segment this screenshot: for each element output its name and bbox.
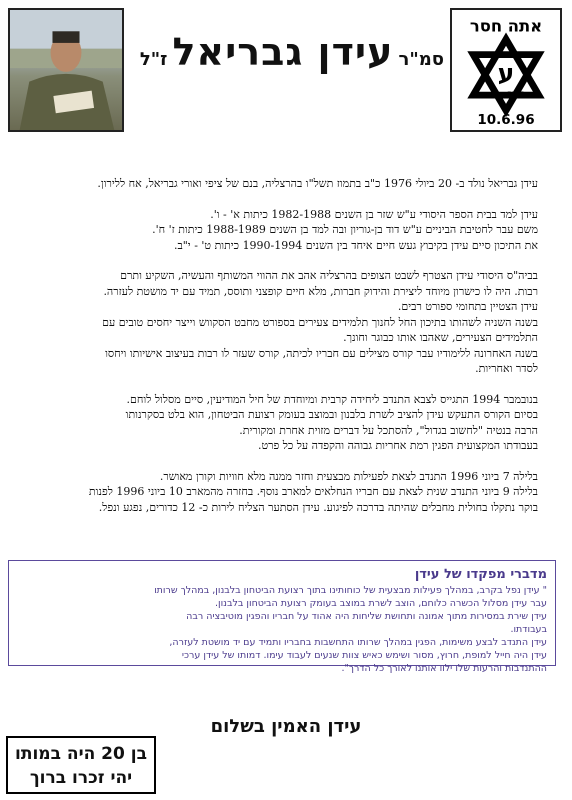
commanders-quote-line: עבר עידן מסלול הכשרה כלוחם, הוצב לשרת במוצב בעומק רצועת הביטחון בלבנון. [214,598,547,609]
commanders-title: מדברי מפקדו של עידן [414,567,547,582]
emblem-caption: אתה חסר [469,16,543,36]
bio-line: רבות. היה לו כישרון מיוחד ליצירת והידוק חברות, מלא חיים קופצני ותוסס, תמיד עם יד מושטת לעזרה. [103,284,538,298]
bio-paragraph [18,207,538,254]
bio-line: משם עבר לחטיבת הביניים ע"ש דוד בן-גוריון ובה למד בן השנים 1988-1989 כיתות ז' ח'. [152,223,538,236]
bio-line: בלילה 9 ביוני התנדב שנית לצאת עם חבריו הנחלאים למארב נוסף. בחזרה מהמארב 10 ביוני 1996 לפנות [88,485,538,498]
bio-line: בלילה 7 ביוני 1996 התנדב לצאת לפעילות מבצעית וחזר ממנה מלא חוויות וקורן מאושר. [159,469,538,483]
footer-line-1: בן 20 היה במותו [15,744,147,764]
bio-line: בשנה השניה לשהותו בתיכון החל לחנוך תלמידים צעירים בספורט מחבט הסקווש וייצר יחסים טובים עם [102,315,538,329]
memorial-title [139,30,444,74]
biography [18,176,538,530]
commanders-quote-line: בעבודתו. [510,624,547,635]
emblem-subtext: דלעת [507,89,524,98]
commanders-quote-line: עידן שירת במסירות מתוך אמונה ותחושת שליחות היה אהוד על חבריו והפגין מוטיבציה רבה [186,611,547,622]
bio-paragraph [18,469,538,516]
bio-line: בביה"ס היסודי עידן הצטרף לשבט הצופים בהרצליה אהב את ההווי המשותף והעשיה, השקיע ותרם [120,269,538,282]
bio-line: בנובמבר 1994 התגייס לצבא התנדב ליחידה קרבית ומיוחדת של חיל המודיעין, סיים מסלול לוחם. [126,392,538,406]
bio-line: בשנה האחרונה ללימודיו עבר קורס מצילים עם חבריו לכיתה, קורס שעזר לו רבות בעיצוב אישיותו ויחסו [105,346,538,360]
commanders-quote [17,584,547,675]
bio-line: עידן הצטיין בתחומי ספורט רבים. [397,300,538,313]
bio-line: הרבה בנטיה "לחשוב בגדול", להסתכל על דברים מזוית אחרת ומקורית. [239,423,538,437]
commanders-quote-line: עידן התנדב לבצע משימות, הפגין במהלך שרותו התחשבות בחבריו ותמיד עם יד מושטת לעזרה, [169,637,547,648]
bio-paragraph [18,268,538,377]
commanders-quote-line: " עידן נפל בקרב, במהלך פעילות מבצעית של כוחותינו בתוך רצועת הביטחון בלבנון, במהלך שרותו [154,585,547,596]
star-of-david-emblem [450,8,562,132]
bio-paragraph [18,176,538,192]
zl-label: ז"ל [139,49,168,70]
closing-line: עידן האמין בשלום [210,716,362,737]
bio-line: בוקר נתקלו בחולית מחבלים שהיתה בדרכה לפיגוע. עידן הסתער הצליח לירות כ- 12 כדורים, נפגע ונפל. [98,500,538,514]
bio-line: לסדר ואחריות. [475,362,538,375]
name-label: עידן גבריאל [172,30,394,74]
bio-line: את התיכון סיים עידן בקיבוץ געש חיים איחד בין השנים 1990-1994 כיתות ט' - י"ב. [173,238,538,252]
svg-text:ע: ע [497,58,515,88]
bio-line: עידן גבריאל נולד ב- 20 ביולי 1976 כ"ב בתמוז תשל"ו בהרצליה, בנם של ציפי ואורי גבריאל, אח ללירון. [97,177,538,190]
age-footer [6,736,156,794]
emblem-date: 10.6.96 [477,111,535,128]
soldier-photo [8,8,124,132]
rank-label: סמ"ר [398,49,444,70]
bio-line: בסיום הקורס התעקש עידן להציב לשרת בלבנון ובמוצב בעומק רצועת הביטחון, הוא בלט בסקרנותו [125,408,538,421]
footer-line-2: יהי זכרו ברוך [29,768,133,788]
commanders-quote-line: ההתנדבות והרעות שלו ילוו אותנו לאורך כל הדרך". [341,663,547,674]
commanders-quote-line: עידן היה חייל למופת, חרוץ, מסור ושימש כאיש צוות שנעים לעבוד עימו. דמותו של עידן ערכי [181,650,547,661]
bio-line: בעבודתו המקצועית הפגין רמת אחריות גבוהה והקפדה על כל פרט. [257,439,538,452]
bio-line: עידן למד בבית הספר היסודי ע"ש שזר בן השנים 1982-1988 כיתות א' - ו'. [210,207,538,221]
bio-line: התלמידים הצעירים, שאהבו אותו כבוגר וחונך. [343,331,538,344]
commanders-quote-box [8,560,556,674]
bio-paragraph [18,392,538,454]
